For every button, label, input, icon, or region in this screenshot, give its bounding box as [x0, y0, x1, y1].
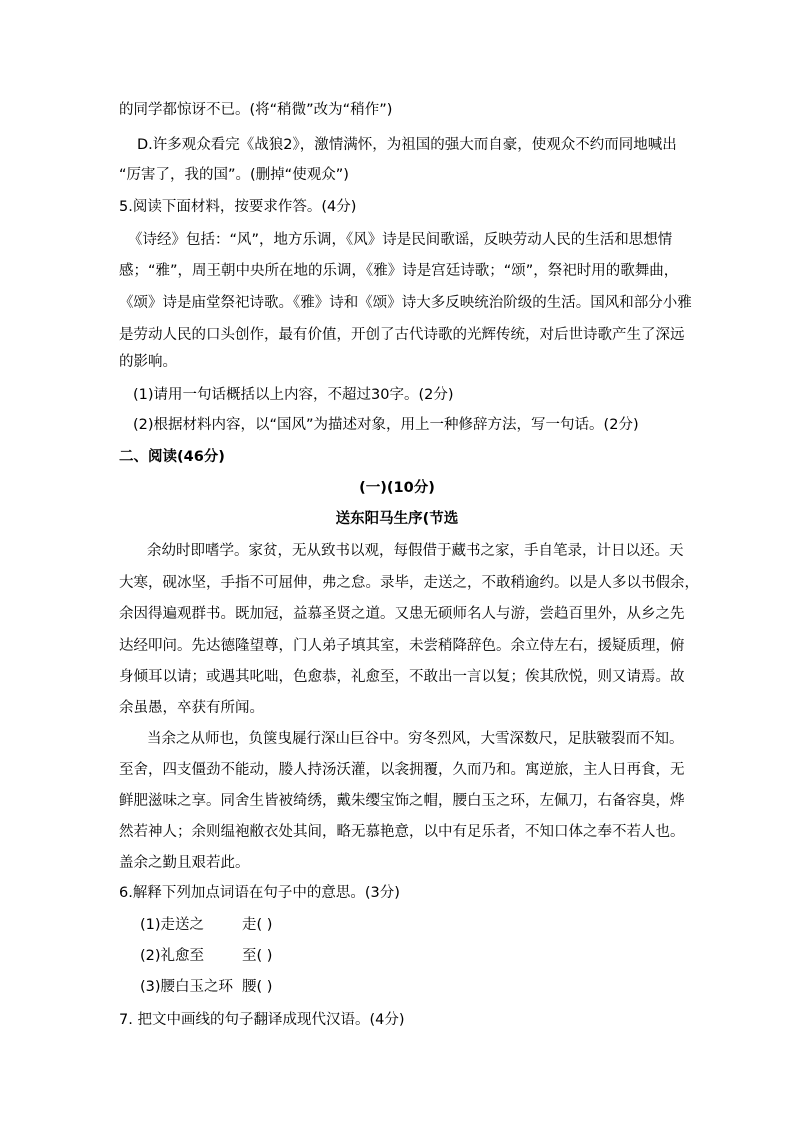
q6-answer: 走( )	[242, 917, 273, 933]
q5-material-line: 《诗经》包括：“风”，地方乐调，《风》诗是民间歌谣，反映劳动人民的生活和思想情	[128, 232, 673, 248]
passage-line: 身倾耳以请；或遇其叱咄，色愈恭，礼愈至，不敢出一言以复；俟其欣悦，则又请焉。故	[119, 669, 685, 685]
q6-item	[140, 978, 340, 996]
q7-title: 7. 把文中画线的句子翻译成现代汉语。(4分)	[119, 1012, 405, 1028]
passage-line: 余虽愚，卒获有所闻。	[119, 700, 264, 716]
section-heading: 二、阅读(46分)	[119, 449, 225, 465]
q5-material-line: 感；“雅”，周王朝中央所在地的乐调，《雅》诗是宫廷诗歌；“颂”，祭祀时用的歌舞曲，	[119, 263, 679, 279]
passage-line: 鲜肥滋味之享。同舍生皆被绮绣，戴朱缨宝饰之帽，腰白玉之环，左佩刀，右备容臭，烨	[119, 793, 685, 809]
q6-item	[140, 916, 340, 934]
q5-material-line: 《颂》诗是庙堂祭祀诗歌。《雅》诗和《颂》诗大多反映统治阶级的生活。国风和部分小雅	[119, 295, 692, 311]
passage-line: 至舍，四支僵劲不能动，媵人持汤沃灌，以衾拥覆，久而乃和。寓逆旅，主人日再食，无	[119, 762, 685, 778]
q5-material-line: 的影响。	[119, 354, 177, 370]
q6-item	[140, 947, 340, 965]
passage-line: 盖余之勤且艰若此。	[119, 855, 250, 871]
passage-line: 大寒，砚冰坚，手指不可屈伸，弗之怠。录毕，走送之，不敢稍逾约。以是人多以书假余，	[119, 575, 699, 591]
part-heading: (一)(10分)	[359, 480, 435, 496]
q5-title: 5.阅读下面材料，按要求作答。(4分)	[119, 199, 357, 215]
q6-phrase: (3)腰白玉之环	[140, 979, 234, 995]
q6-phrase: (1)走送之	[140, 917, 205, 933]
passage-line: 然若神人；余则缊袍敝衣处其间，略无慕艳意，以中有足乐者，不知口体之奉不若人也。	[119, 824, 685, 840]
q4-option-d-line1: D.许多观众看完《战狼2》，激情满怀，为祖国的强大而自豪，使观众不约而同地喊出	[137, 137, 677, 153]
q6-answer: 至( )	[242, 948, 273, 964]
q4-option-c-end: 的同学都惊讶不已。(将“稍微”改为“稍作”)	[119, 102, 393, 118]
passage-line: 达经叩问。先达德隆望尊，门人弟子填其室，未尝稍降辞色。余立侍左右，援疑质理，俯	[119, 638, 685, 654]
q5-sub2: (2)根据材料内容，以“国风”为描述对象，用上一种修辞方法，写一句话。(2分)	[133, 417, 639, 433]
q5-sub1: (1)请用一句话概括以上内容，不超过30字。(2分)	[133, 387, 454, 403]
passage-line: 当余之从师也，负箧曳屣行深山巨谷中。穷冬烈风，大雪深数尺，足肤皲裂而不知。	[147, 731, 684, 747]
q4-option-d-line2: “厉害了，我的国”。(删掉“使观众”)	[119, 167, 349, 183]
passage-line: 余幼时即嗜学。家贫，无从致书以观，每假借于藏书之家，手自笔录，计日以还。天	[147, 543, 684, 559]
passage-line: 余因得遍观群书。既加冠，益慕圣贤之道。又患无硕师名人与游，尝趋百里外，从乡之先	[119, 606, 685, 622]
q6-phrase: (2)礼愈至	[140, 948, 205, 964]
q5-material-line: 是劳动人民的口头创作，最有价值，开创了古代诗歌的光辉传统，对后世诗歌产生了深远	[119, 327, 685, 343]
passage-title: 送东阳马生序(节选	[335, 511, 459, 527]
q6-title: 6.解释下列加点词语在句子中的意思。(3分)	[119, 885, 400, 901]
q6-answer: 腰( )	[242, 979, 273, 995]
